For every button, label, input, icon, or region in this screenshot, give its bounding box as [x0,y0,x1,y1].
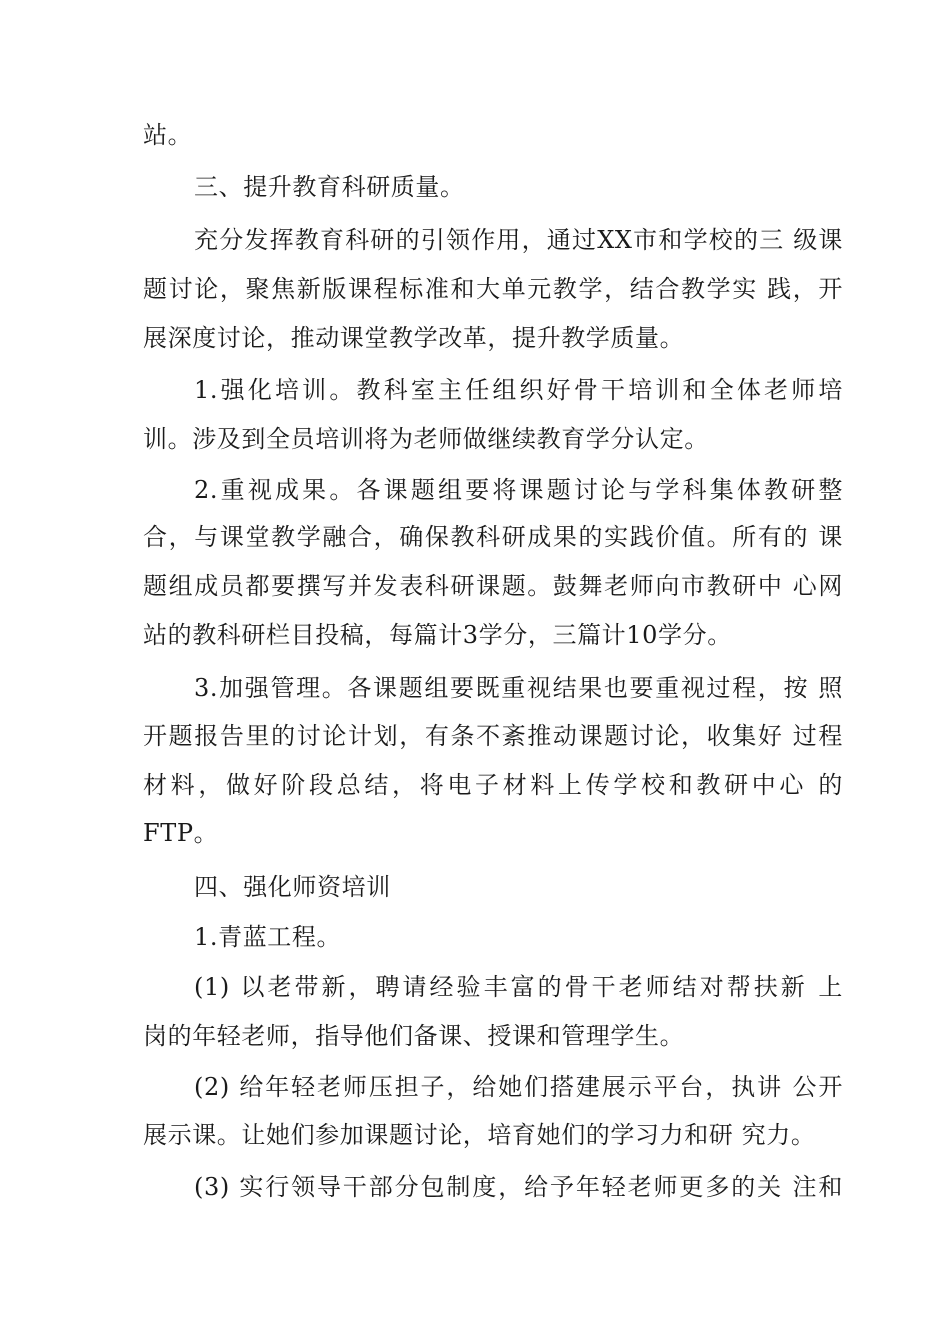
list-item: (2) 给年轻老师压担子，给她们搭建展示平台，执讲 公开 [194,1073,843,1101]
text-line: 站的教科研栏目投稿，每篇计3学分，三篇计10学分。 [143,621,732,649]
subsection-heading: 1.青蓝工程。 [194,923,342,951]
text-line: 材料，做好阶段总结，将电子材料上传学校和教研中心 的 [143,771,843,799]
text-line: 1.强化培训。教科室主任组织好骨干培训和全体老师培 [194,376,843,404]
text-line: 2.重视成果。各课题组要将课题讨论与学科集体教研整 [194,476,843,504]
text-line: 题讨论，聚焦新版课程标准和大单元教学，结合教学实 践，开 [143,275,843,303]
text-line: 训。涉及到全员培训将为老师做继续教育学分认定。 [143,425,709,453]
text-line: 3.加强管理。各课题组要既重视结果也要重视过程，按 照 [194,674,843,702]
text-line: 开题报告里的讨论计划，有条不紊推动课题讨论，收集好 过程 [143,722,843,750]
text-line: 合，与课堂教学融合，确保教科研成果的实践价值。所有的 课 [143,523,843,551]
text-line: 题组成员都要撰写并发表科研课题。鼓舞老师向市教研中 心网 [143,572,843,600]
section-heading: 三、提升教育科研质量。 [194,173,465,201]
text-line: 展深度讨论，推动课堂教学改革，提升教学质量。 [143,324,685,352]
text-line: 岗的年轻老师，指导他们备课、授课和管理学生。 [143,1022,685,1050]
text-line: FTP。 [143,819,219,847]
list-item: (3) 实行领导干部分包制度，给予年轻老师更多的关 注和 [194,1173,843,1201]
text-line: 站。 [143,121,193,149]
list-item: (1) 以老带新，聘请经验丰富的骨干老师结对帮扶新 上 [194,973,843,1001]
section-heading: 四、强化师资培训 [194,873,391,901]
text-line: 展示课。让她们参加课题讨论，培育她们的学习力和研 究力。 [143,1121,816,1149]
text-line: 充分发挥教育科研的引领作用，通过XX市和学校的三 级课 [194,226,843,254]
